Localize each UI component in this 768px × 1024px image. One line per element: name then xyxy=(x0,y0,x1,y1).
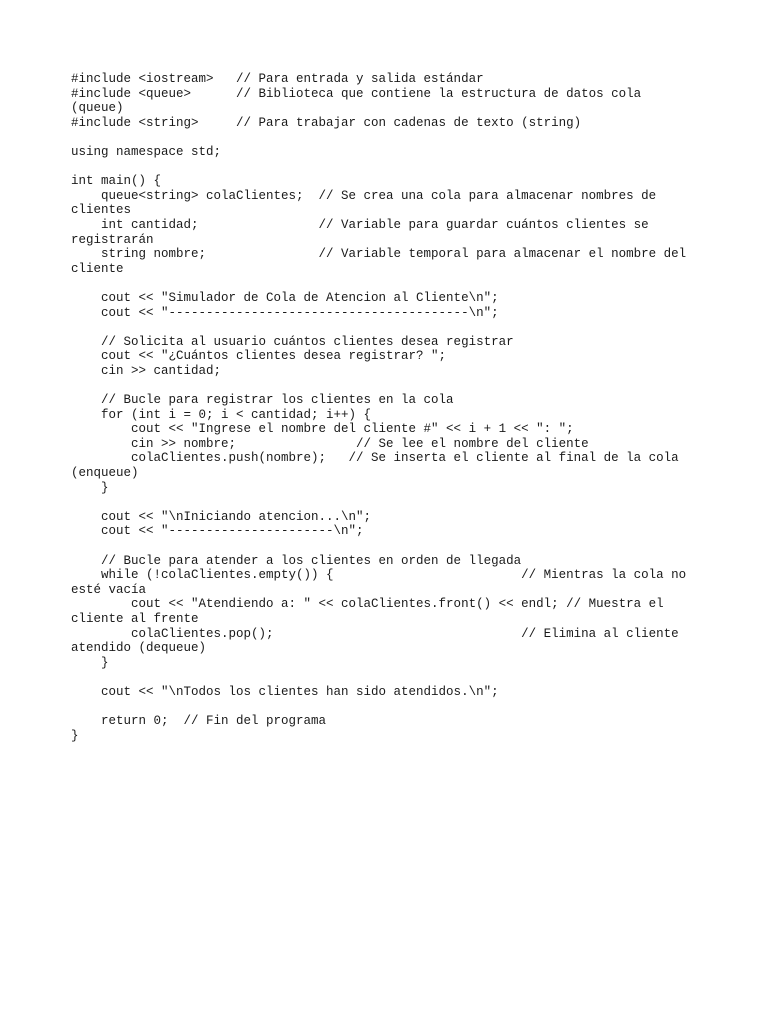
code-line: cliente xyxy=(71,261,124,276)
code-line: cout << "Simulador de Cola de Atencion al Cliente\n"; xyxy=(71,290,499,305)
code-line: atendido (dequeue) xyxy=(71,641,207,656)
code-line: clientes xyxy=(71,203,132,218)
code-line: cliente al frente xyxy=(71,611,199,626)
code-line: #include <string> // Para trabajar con cadenas de texto (string) xyxy=(71,115,582,130)
code-line: cout << "Atendiendo a: " << colaClientes.front() << endl; // Muestra el xyxy=(71,597,664,612)
code-line xyxy=(71,670,731,685)
code-line xyxy=(71,378,731,393)
code-line: (enqueue) xyxy=(71,466,139,481)
code-line: registrarán xyxy=(71,232,154,247)
code-line: using namespace std; xyxy=(71,144,222,159)
code-line: (queue) xyxy=(71,101,124,116)
code-line: queue<string> colaClientes; // Se crea una cola para almacenar nombres de xyxy=(71,188,657,203)
code-line: // Bucle para registrar los clientes en la cola xyxy=(71,393,454,408)
code-line: cin >> nombre; // Se lee el nombre del cliente xyxy=(71,436,589,451)
code-line: cout << "\nTodos los clientes han sido atendidos.\n"; xyxy=(71,684,499,699)
code-line xyxy=(71,160,731,175)
code-line xyxy=(71,539,731,554)
code-line: } xyxy=(71,480,109,495)
code-line: while (!colaClientes.empty()) { // Mientras la cola no xyxy=(71,568,687,583)
code-line xyxy=(71,130,731,145)
code-line: int main() { xyxy=(71,174,162,189)
code-line: colaClientes.pop(); // Elimina al cliente xyxy=(71,626,679,641)
code-line xyxy=(71,495,731,510)
code-line xyxy=(71,276,731,291)
code-line: // Solicita al usuario cuántos clientes desea registrar xyxy=(71,334,514,349)
code-line xyxy=(71,700,731,715)
code-line: cout << "Ingrese el nombre del cliente #" << i + 1 << ": "; xyxy=(71,422,574,437)
code-line: string nombre; // Variable temporal para almacenar el nombre del xyxy=(71,247,687,262)
code-line: #include <queue> // Biblioteca que contiene la estructura de datos cola xyxy=(71,86,642,101)
code-line: cin >> cantidad; xyxy=(71,363,222,378)
code-line xyxy=(71,320,731,335)
code-line: cout << "¿Cuántos clientes desea registrar? "; xyxy=(71,349,447,364)
code-line: } xyxy=(71,728,79,743)
code-line: cout << "----------------------------------------\n"; xyxy=(71,305,499,320)
code-line: colaClientes.push(nombre); // Se inserta el cliente al final de la cola xyxy=(71,451,679,466)
code-line: int cantidad; // Variable para guardar cuántos clientes se xyxy=(71,217,649,232)
code-line: for (int i = 0; i < cantidad; i++) { xyxy=(71,407,372,422)
code-line: #include <iostream> // Para entrada y salida estándar xyxy=(71,72,484,86)
code-line: esté vacía xyxy=(71,582,147,597)
code-line: // Bucle para atender a los clientes en orden de llegada xyxy=(71,553,522,568)
code-line: return 0; // Fin del programa xyxy=(71,714,327,729)
code-line: } xyxy=(71,655,109,670)
code-listing xyxy=(71,72,731,743)
code-line: cout << "----------------------\n"; xyxy=(71,524,364,539)
code-line: cout << "\nIniciando atencion...\n"; xyxy=(71,509,372,524)
